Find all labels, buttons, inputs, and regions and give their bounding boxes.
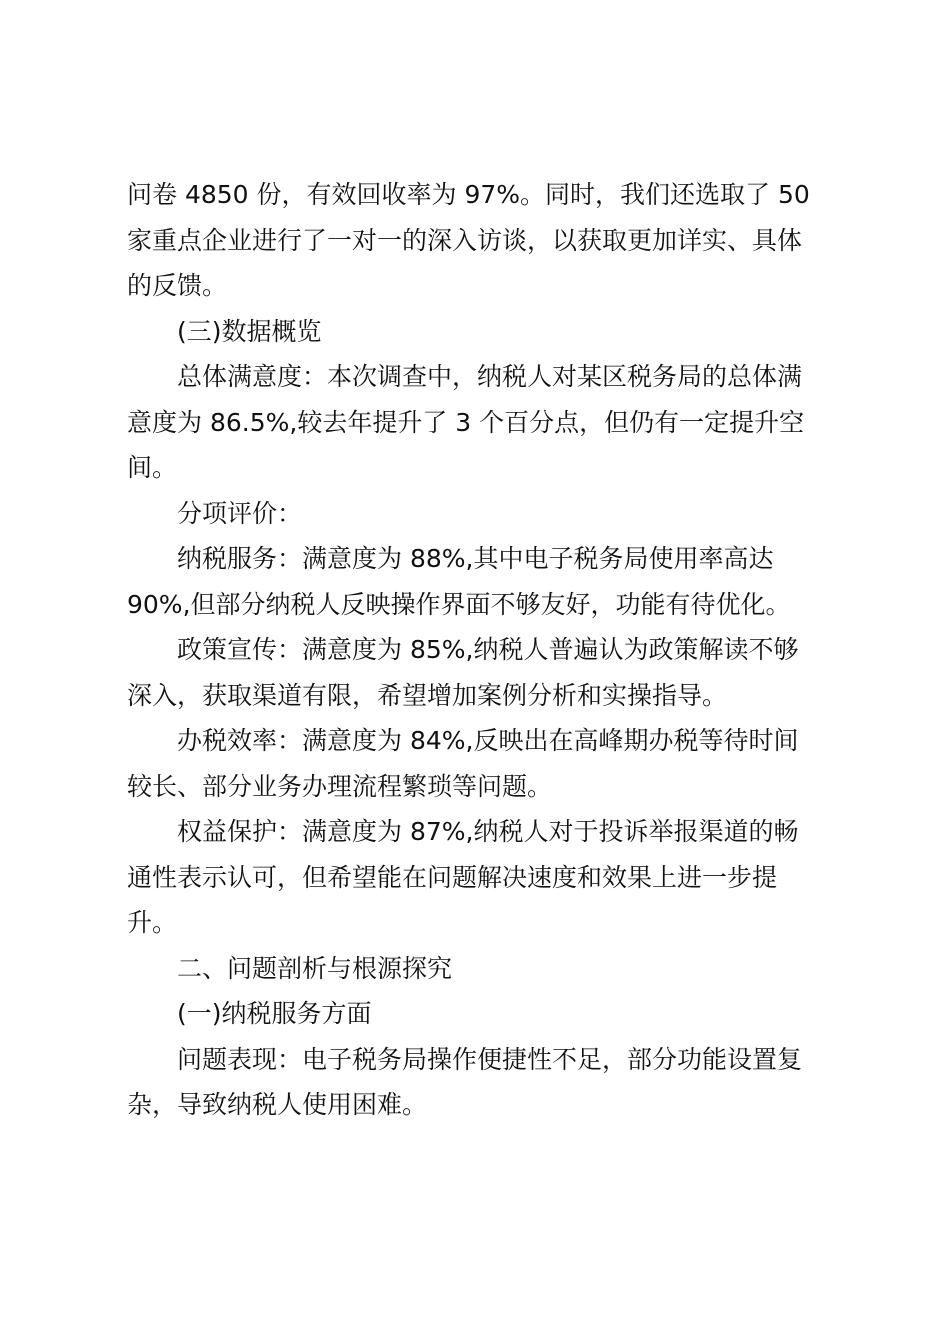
text-line: 的反馈。 [127, 271, 228, 300]
subsection-heading: (一)纳税服务方面 [177, 999, 372, 1028]
text-line: 90%,但部分纳税人反映操作界面不够友好，功能有待优化。 [127, 589, 791, 619]
text-line: 杂，导致纳税人使用困难。 [127, 1090, 428, 1119]
text-line: 通性表示认可，但希望能在问题解决速度和效果上进一步提 [127, 862, 778, 892]
section-heading: (三)数据概览 [177, 316, 322, 346]
text-line: 意度为 86.5%,较去年提升了 3 个百分点，但仍有一定提升空 [127, 407, 805, 437]
text-line: 问卷 4850 份，有效回收率为 97%。同时，我们还选取了 50 [127, 180, 810, 209]
text-line: 权益保护：满意度为 87%,纳税人对于投诉举报渠道的畅 [177, 817, 799, 846]
text-line: 家重点企业进行了一对一的深入访谈，以获取更加详实、具体 [127, 225, 803, 255]
text-line: 较长、部分业务办理流程繁琐等问题。 [127, 771, 553, 801]
text-line: 政策宣传：满意度为 85%,纳税人普遍认为政策解读不够 [177, 635, 799, 664]
text-line: 深入，获取渠道有限，希望增加案例分析和实操指导。 [127, 680, 728, 710]
text-line: 办税效率：满意度为 84%,反映出在高峰期办税等待时间 [177, 726, 799, 755]
text-line: 间。 [127, 453, 178, 482]
text-line: 总体满意度：本次调查中，纳税人对某区税务局的总体满 [177, 362, 803, 391]
document-body [127, 172, 827, 1128]
section-heading: 二、问题剖析与根源探究 [177, 953, 453, 983]
text-line: 升。 [127, 908, 178, 937]
text-line: 纳税服务：满意度为 88%,其中电子税务局使用率高达 [177, 544, 774, 573]
text-line: 问题表现：电子税务局操作便捷性不足，部分功能设置复 [177, 1044, 803, 1074]
text-line: 分项评价： [177, 498, 303, 528]
